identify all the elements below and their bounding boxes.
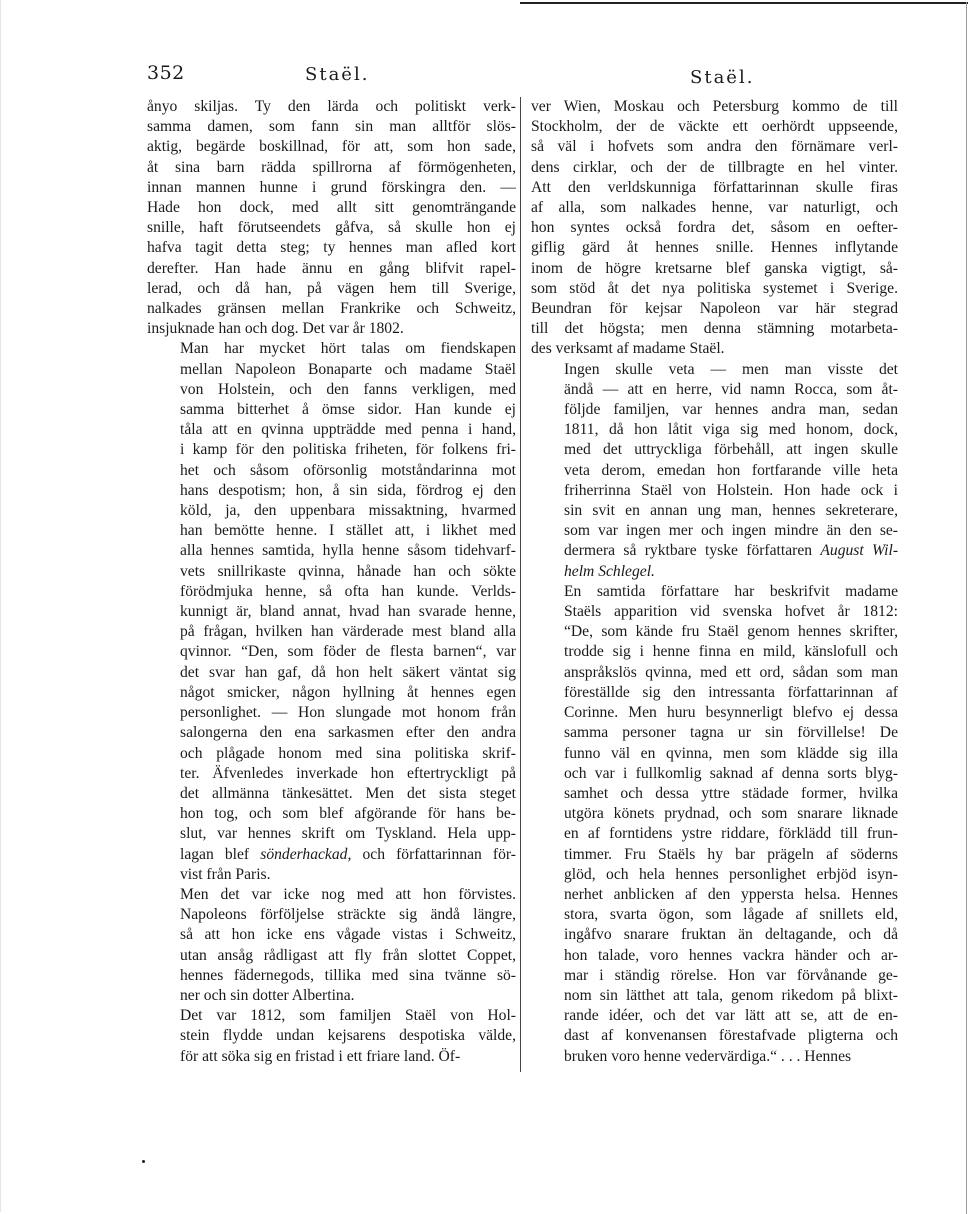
text-line: glöd, och hela hennes personlighet erbjöd isyn-	[564, 865, 898, 883]
text-line: samma personer tagna ur sin förvillelse! De	[564, 724, 898, 742]
page-number: 352	[147, 62, 185, 84]
text-line: lagan blef sönderhackad, och författarinnan för-	[180, 845, 516, 863]
text-line: nalkades gränsen mellan Frankrike och Schweitz,	[147, 300, 516, 318]
text-line: något smicker, någon hyllning åt hennes egen	[180, 683, 516, 701]
text-line: hon talade, voro hennes vackra händer och ar-	[564, 946, 898, 964]
text-line: slut, var hennes skrift om Tyskland. Hela upp-	[180, 825, 516, 843]
text-line: Corinne. Men huru besynnerligt blefvo ej dessa	[564, 704, 898, 722]
text-line: trodde sig i henne finna en mild, känslofull och	[564, 643, 898, 661]
text-line: anspråkslös qvinna, med ett ord, sådan som man	[564, 663, 898, 681]
text-line: timmer. Fru Staëls hy bar prägeln af söderns	[564, 845, 898, 863]
text-line: så att hon icke ens vågade vistas i Schweitz,	[180, 926, 516, 944]
text-line: dast af konvenansen förestafvade pligterna och	[564, 1027, 898, 1045]
text-line: och plågade honom med sina politiska skrif-	[180, 744, 516, 762]
text-line: det allmänna tänkesättet. Men det sista steget	[180, 784, 516, 802]
text-line: vist från Paris.	[180, 865, 271, 883]
page-left-edge	[0, 0, 1, 1212]
paragraph	[531, 97, 898, 360]
text-line: sin svit en annan ung man, hennes sekreterare,	[564, 502, 898, 520]
text-line: hon syntes också fordra det, såsom en oefter-	[531, 219, 898, 237]
text-line: Hade hon dock, med allt sitt genomträngande	[147, 199, 516, 217]
text-line: bruken voro henne vedervärdiga.“ . . . Hennes	[564, 1047, 852, 1065]
text-line: alla hennes samtida, hylla henne såsom tidehvarf-	[180, 542, 516, 560]
text-line: het och såsom oförsonlig motståndarinna mot	[180, 461, 516, 479]
text-line: af alla, som nalkades henne, var naturligt, och	[531, 199, 898, 217]
text-line: tåla att en qvinna uppträdde med penna i hand,	[180, 421, 516, 439]
text-line: Man har mycket hört talas om fiendskapen	[180, 340, 516, 358]
text-line: ner och sin dotter Albertina.	[180, 986, 355, 1004]
text-line: inom de högre kretsarne blef ganska vigtigt, så-	[531, 259, 898, 277]
text-line: nerhet anblicken af den yppersta helsa. Hennes	[564, 885, 898, 903]
text-line: rande idéer, och det var lätt att se, att de en-	[564, 1007, 898, 1025]
text-line: Napoleons förföljelse sträckte sig ändå längre,	[180, 906, 516, 924]
text-line: insjuknade han och dog. Det var år 1802.	[147, 320, 404, 338]
text-line: personlighet. — Hon slungade mot honom från	[180, 704, 516, 722]
text-line: stora, svarta ögon, som lågade af snillets eld,	[564, 906, 898, 924]
text-line: En samtida författare har beskrifvit madame	[564, 582, 898, 600]
text-line: mellan Napoleon Bonaparte och madame Staël	[180, 360, 516, 378]
text-line: som stöd åt det nya politiska systemet i Sverige.	[531, 279, 898, 297]
text-line: vets snillrikaste qvinna, hånade han och sökte	[180, 562, 516, 580]
text-line: hennes fädernegods, tillika med sina tvänne sö-	[180, 966, 516, 984]
text-line: “De, som kände fru Staël genom hennes skrifter,	[564, 623, 898, 641]
text-line: åt sina barn rädda spillrorna af förmögenheten,	[147, 158, 516, 176]
right-text-column	[531, 97, 898, 1067]
text-line: en af forntidens ystre riddare, förklädd till frun-	[564, 825, 898, 843]
text-line: aktig, begärde boskillnad, för att, som hon sade,	[147, 138, 516, 156]
text-line: Men det var icke nog med att hon förvistes.	[180, 885, 516, 903]
text-line: kunnigt är, bland annat, hvad han svarade henne,	[180, 603, 516, 621]
top-rule	[520, 2, 968, 4]
text-line: följde familjen, var hennes andra man, sedan	[564, 401, 898, 419]
paragraph	[531, 582, 898, 1067]
left-text-column	[147, 97, 516, 1067]
text-line: ändå — att en herre, vid namn Rocca, som åt-	[564, 380, 898, 398]
text-line: ingåfvo snarare fruktan än deltagande, och då	[564, 926, 898, 944]
text-line: utgöra könets prydnad, och som snarare liknade	[564, 805, 898, 823]
text-line: 1811, då hon låtit viga sig med honom, dock,	[564, 421, 898, 439]
text-line: samma bitterhet å ömse sidor. Han kunde ej	[180, 401, 516, 419]
running-title-left: Staël.	[305, 64, 370, 85]
text-line: lerad, och då han, på vägen hem till Sverige,	[147, 279, 516, 297]
text-line: utan ansåg rådligast att fly från slottet Coppet,	[180, 946, 516, 964]
text-line: på frågan, hvilken han värderade mest bland alla	[180, 623, 516, 641]
text-line: Att den verldskunniga författarinnan skulle firas	[531, 178, 898, 196]
text-line: köld, ja, den uppenbara missaktning, hvarmed	[180, 502, 516, 520]
text-line: ver Wien, Moskau och Petersburg kommo de till	[531, 98, 898, 115]
text-line: och var i fullkomlig saknad af denna sorts blyg-	[564, 764, 898, 782]
ink-speck	[142, 1160, 145, 1163]
text-line: helm Schlegel.	[564, 562, 655, 580]
text-line: derefter. Han hade ännu en gång blifvit rapel-	[147, 259, 516, 277]
text-line: giflig gärd åt hennes snille. Hennes inflytande	[531, 239, 898, 257]
text-line: dens cirklar, och der de tillbragte en hel vinter.	[531, 158, 898, 176]
paragraph	[147, 339, 516, 884]
text-line: funno väl en qvinna, men som klädde sig illa	[564, 744, 898, 762]
text-line: Beundran för kejsar Napoleon var här stegrad	[531, 300, 898, 318]
right-frame-line	[966, 2, 967, 1214]
text-line: det svar han gaf, då hon helt säkert väntat sig	[180, 663, 516, 681]
text-line: mar i ständig rörelse. Hon var förvånande ge-	[564, 966, 898, 984]
running-title-right: Staël.	[690, 67, 755, 88]
text-line: förödmjuka henne, så ofta han kunde. Verlds-	[180, 582, 516, 600]
text-line: hans despotism; hon, å sin sida, fördrog ej den	[180, 481, 516, 499]
text-line: föreställde sig den intressanta författarinnan af	[564, 683, 898, 701]
paragraph	[147, 885, 516, 1006]
text-line: han bemötte henne. I stället att, i likhet med	[180, 522, 516, 540]
text-line: i kamp för den politiska friheten, för folkens fri-	[180, 441, 516, 459]
text-line: Stockholm, der de väckte ett oerhördt uppseende,	[531, 118, 898, 136]
text-line: des verksamt af madame Staël.	[531, 340, 725, 358]
text-line: friherrinna Staël von Holstein. Hon hade ock i	[564, 481, 898, 499]
text-line: ter. Äfvenledes inverkade hon eftertryckligt på	[180, 764, 516, 782]
text-line: hafva tagit detta steg; ty hennes man afled kort	[147, 239, 516, 257]
text-line: innan mannen hunne i grund förskingra den. —	[147, 178, 516, 196]
text-line: som var ingen mer och ingen mindre än den se-	[564, 522, 898, 540]
paragraph	[531, 360, 898, 582]
paragraph	[147, 1006, 516, 1067]
text-line: hon tog, och som blef afgörande för hans be-	[180, 805, 516, 823]
text-line: samhet och dessa yttre städade former, hvilka	[564, 784, 898, 802]
text-line: Staëls apparition vid svenska hofvet år 1812:	[564, 603, 898, 621]
text-line: qvinnor. “Den, som föder de flesta barnen“, var	[180, 643, 516, 661]
text-line: till det högsta; men denna stämning motarbeta-	[531, 320, 898, 338]
text-line: ånyo skiljas. Ty den lärda och politiskt verk-	[147, 98, 516, 115]
text-line: samma damen, som fann sin man alltför slös-	[147, 118, 516, 136]
text-line: salongerna den ena sarkasmen efter den andra	[180, 724, 516, 742]
text-line: för att söka sig en fristad i ett friare land. Öf-	[180, 1047, 461, 1065]
text-line: nom sin lätthet att tala, genom rikedom på blixt-	[564, 986, 898, 1004]
text-line: så väl i hofvets som andra den förnämare verl-	[531, 138, 898, 156]
paragraph	[147, 97, 516, 339]
text-line: Ingen skulle veta — men man visste det	[564, 360, 898, 378]
text-line: Det var 1812, som familjen Staël von Hol-	[180, 1007, 516, 1025]
text-line: med det uttryckliga förbehåll, att ingen skulle	[564, 441, 898, 459]
text-line: von Holstein, och den fanns verkligen, med	[180, 380, 516, 398]
text-line: stein flydde undan kejsarens despotiska välde,	[180, 1027, 516, 1045]
text-line: dermera så ryktbare tyske författaren August Wil-	[564, 542, 899, 560]
column-divider	[520, 97, 521, 1072]
text-line: snille, haft förutseendets gåfva, så skulle hon ej	[147, 219, 516, 237]
text-line: veta derom, emedan hon fortfarande ville heta	[564, 461, 898, 479]
